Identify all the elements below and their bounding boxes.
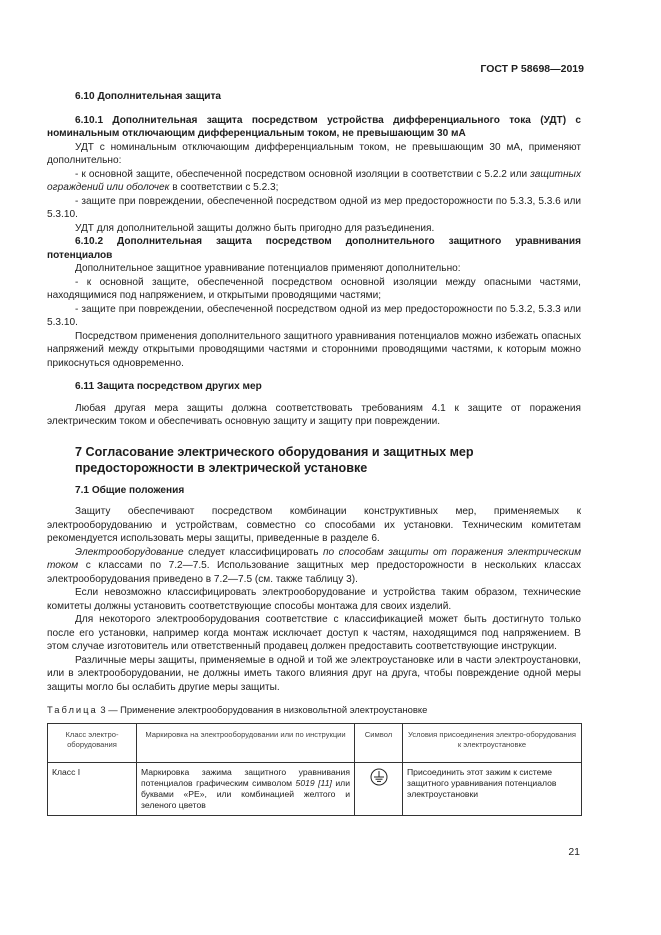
- section-6-11-heading: 6.11 Защита посредством других мер: [75, 381, 262, 392]
- paragraph: Защиту обеспечивают посредством комбинации конструктивных мер, применяемых к электрооборудованию и устройствам, совместно со способами их установки. Техническим комитетам рекомендуется использовать меры защиты, приведенные в разделе 6.: [47, 506, 581, 544]
- document-id: ГОСТ Р 58698—2019: [480, 63, 584, 75]
- bullet-item: - к основной защите, обеспеченной посредством основной изоляции между опасными частями, находящимися под напряжением, и открытыми проводящими частями;: [47, 276, 581, 301]
- caption-label: Таблица: [47, 704, 98, 715]
- table-header-row: [48, 723, 582, 762]
- column-header-marking: Маркировка на электрооборудовании или по инструкции: [137, 723, 355, 762]
- column-header-symbol: Символ: [355, 723, 403, 762]
- paragraph: Любая другая мера защиты должна соответствовать требованиям 4.1 к защите от поражения электрическим током и обеспечивать основную защиту и защиту при повреждении.: [47, 402, 581, 427]
- table-3-caption: [47, 703, 581, 717]
- section-6-10-2-heading: 6.10.2 Дополнительная защита посредством дополнительного защитного уравнивания потенциалов: [47, 236, 581, 261]
- cell-symbol: [355, 762, 403, 815]
- paragraph: Различные меры защиты, применяемые в одной и той же электроустановке или в части электроустановки, или в электрооборудовании, не должны иметь такого влияния друг на друга, чтобы повреждение одной меры защиты могло бы ослабить другие меры защиты.: [47, 654, 581, 693]
- column-header-class: Класс электро-оборудования: [48, 723, 137, 762]
- section-6-10-heading: 6.10 Дополнительная защита: [75, 91, 222, 102]
- section-6-10-1-heading: 6.10.1 Дополнительная защита посредством устройства дифференциального тока (УДТ) с номинальным отключающим дифференциальным током, не превышающим 30 мА: [47, 114, 581, 139]
- paragraph: Если невозможно классифицировать электрооборудование и устройства таким образом, технические комитеты должны установить соответствующие способы монтажа для своих изделий.: [47, 587, 581, 612]
- italic-reference: 5019 [11]: [295, 777, 332, 788]
- table-3: [47, 723, 582, 816]
- italic-term: Электрооборудование: [75, 546, 184, 558]
- paragraph: УДТ для дополнительной защиты должно быть пригодно для разъединения.: [75, 222, 435, 234]
- paragraph-text: с классами по 7.2—7.5. Использование защитных мер предосторожности в нескольких классах электрооборудования приведено в 7.2—7.5 (см. также таблицу 3).: [47, 560, 581, 585]
- paragraph: Дополнительное защитное уравнивание потенциалов применяют дополнительно:: [75, 263, 461, 274]
- cell-marking: [137, 762, 355, 815]
- section-7-1-heading: 7.1 Общие положения: [75, 484, 185, 496]
- paragraph-text: следует классифицировать: [183, 546, 323, 558]
- paragraph: Для некоторого электрооборудования соответствие с классификацией может быть достигнуто только после его установки, например когда монтаж исключает доступ к частям, находящимся под напряжением. В этом случае изготовитель или ответственный продавец должен предоставить соответствующие инструкции.: [47, 614, 581, 652]
- italic-term: по способам защиты от поражения электрическим током: [47, 546, 581, 571]
- italic-term: защитных ограждений или оболочек: [47, 168, 581, 193]
- page-content: [47, 90, 581, 816]
- protective-earth-icon: [370, 768, 388, 786]
- bullet-text: в соответствии с 5.2.3;: [169, 182, 279, 193]
- bullet-text: - к основной защите, обеспеченной посредством основной изоляции в соответствии с 5.2.2 или: [75, 168, 531, 180]
- cell-class: Класс I: [48, 762, 137, 815]
- bullet-item: [47, 168, 581, 195]
- cell-text: Маркировка зажима защитного уравнивания потенциалов графическим символом: [141, 766, 350, 788]
- column-header-conditions: Условия присоединения электро-оборудования к электроустановке: [403, 723, 582, 762]
- page-number: 21: [568, 846, 580, 858]
- bullet-item: - защите при повреждении, обеспеченной посредством одной из мер предосторожности по 5.3.3, 5.3.6 или 5.3.10.: [47, 195, 581, 220]
- caption-text: 3 — Применение электрооборудования в низковольтной электроустановке: [97, 704, 428, 715]
- table-row: [48, 762, 582, 815]
- cell-text: или буквами «РЕ», или комбинацией желтого и зеленого цветов: [141, 777, 350, 810]
- section-7-heading: 7 Согласование электрического оборудования и защитных мер предосторожности в электрической установке: [75, 444, 474, 475]
- paragraph: Посредством применения дополнительного защитного уравнивания потенциалов можно избежать опасных напряжений между открытыми проводящими частями и сторонними проводящими частями, к которым можно прикоснуться одновременно.: [47, 330, 581, 369]
- bullet-item: - защите при повреждении, обеспеченной посредством одной из мер предосторожности по 5.3.2, 5.3.3 или 5.3.10.: [47, 303, 581, 328]
- paragraph: УДТ с номинальным отключающим дифференциальным током, не превышающим 30 мА, применяют дополнительно:: [47, 141, 581, 166]
- cell-conditions: Присоединить этот зажим к системе защитного уравнивания потенциалов электроустановки: [403, 762, 582, 815]
- paragraph: [47, 546, 581, 587]
